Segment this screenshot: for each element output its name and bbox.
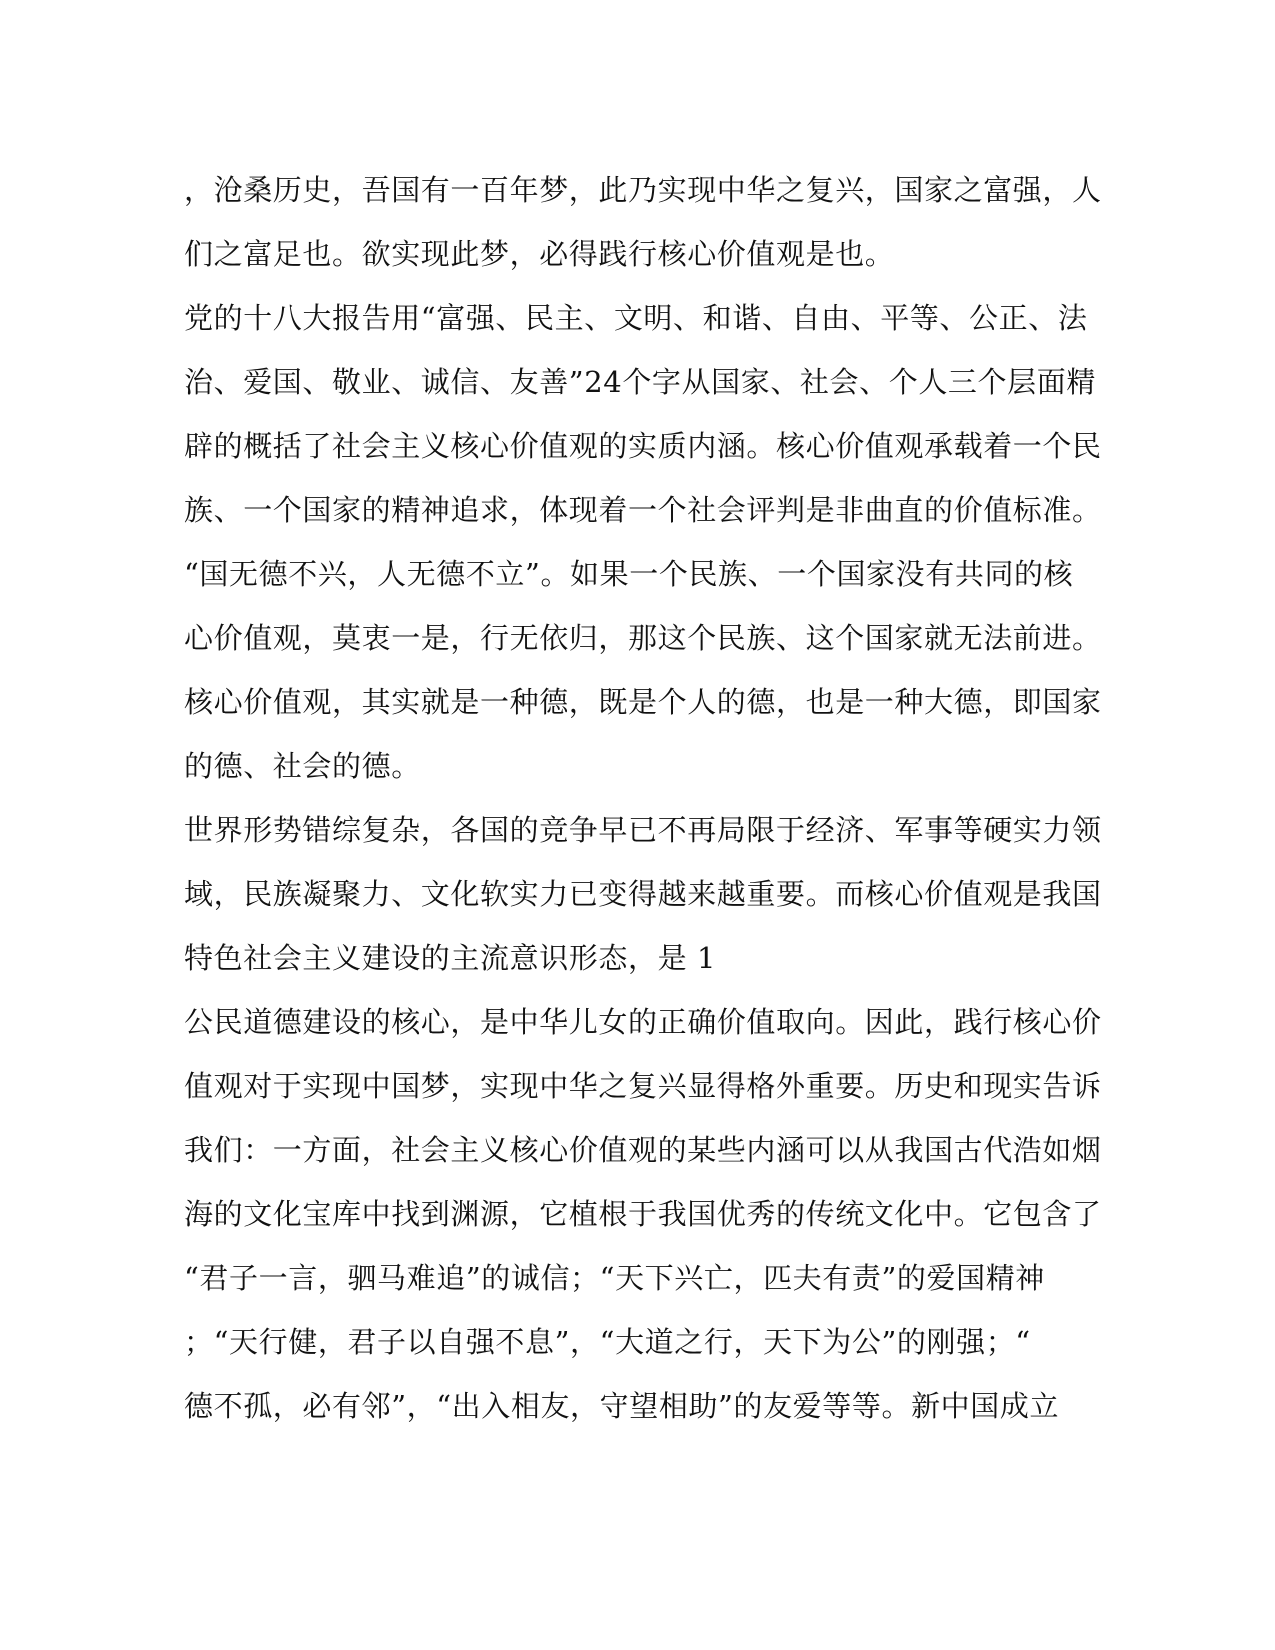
text-line: 辟的概括了社会主义核心价值观的实质内涵。核心价值观承载着一个民 (184, 429, 1102, 463)
text-line: 海的文化宝库中找到渊源，它植根于我国优秀的传统文化中。它包含了 (184, 1197, 1102, 1231)
text-line: 域，民族凝聚力、文化软实力已变得越来越重要。而核心价值观是我国 (184, 877, 1102, 911)
text-line: “君子一言，驷马难追”的诚信；“天下兴亡，匹夫有责”的爱国精神 (184, 1261, 1045, 1295)
text-line: ；“天行健，君子以自强不息”，“大道之行，天下为公”的刚强；“ (184, 1325, 1031, 1359)
text-line: 们之富足也。欲实现此梦，必得践行核心价值观是也。 (184, 237, 895, 271)
text-line: 党的十八大报告用“富强、民主、文明、和谐、自由、平等、公正、法 (184, 301, 1088, 335)
text-line: 值观对于实现中国梦，实现中华之复兴显得格外重要。历史和现实告诉 (184, 1069, 1102, 1103)
text-line: 德不孤，必有邻”，“出入相友，守望相助”的友爱等等。新中国成立 (184, 1389, 1060, 1423)
text-line: ，沧桑历史，吾国有一百年梦，此乃实现中华之复兴，国家之富强，人 (184, 173, 1102, 207)
text-line: 族、一个国家的精神追求，体现着一个社会评判是非曲直的价值标准。 (184, 493, 1102, 527)
text-line: “国无德不兴，人无德不立”。如果一个民族、一个国家没有共同的核 (184, 557, 1074, 591)
text-line: 核心价值观，其实就是一种德，既是个人的德，也是一种大德，即国家 (184, 685, 1102, 719)
document-body (184, 158, 1102, 1438)
text-line: 世界形势错综复杂，各国的竞争早已不再局限于经济、军事等硬实力领 (184, 813, 1102, 847)
text-line: 公民道德建设的核心，是中华儿女的正确价值取向。因此，践行核心价 (184, 1005, 1102, 1039)
text-line: 特色社会主义建设的主流意识形态，是 1 (184, 941, 717, 975)
text-line: 我们：一方面，社会主义核心价值观的某些内涵可以从我国古代浩如烟 (184, 1133, 1102, 1167)
text-line: 的德、社会的德。 (184, 749, 421, 783)
text-line: 心价值观，莫衷一是，行无依归，那这个民族、这个国家就无法前进。 (184, 621, 1102, 655)
text-line: 治、爱国、敬业、诚信、友善”24个字从国家、社会、个人三个层面精 (184, 365, 1096, 399)
